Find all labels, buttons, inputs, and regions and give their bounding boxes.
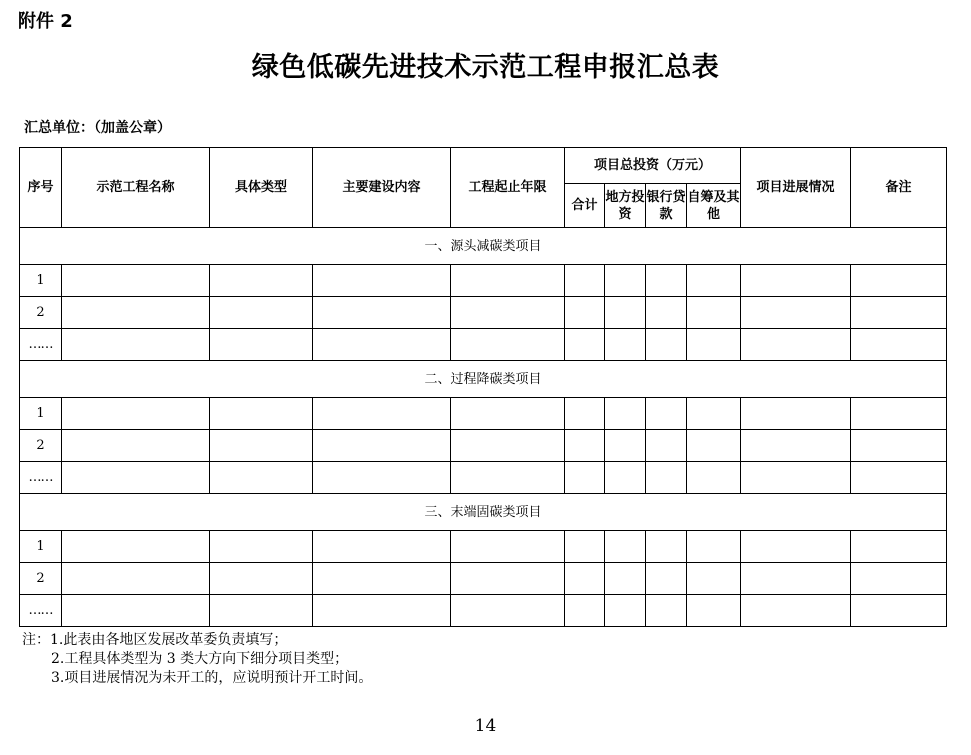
table-row [20, 462, 947, 494]
table-row [20, 531, 947, 563]
cell-content [313, 563, 451, 595]
cell-bank-loan [646, 265, 687, 297]
table-row [20, 430, 947, 462]
table-row [20, 398, 947, 430]
header-bank-loan: 银行贷款 [646, 184, 687, 228]
cell-period [451, 563, 565, 595]
cell-progress [741, 398, 851, 430]
cell-remarks [851, 563, 947, 595]
header-remarks: 备注 [851, 148, 947, 228]
cell-total [565, 265, 605, 297]
cell-total [565, 531, 605, 563]
cell-progress [741, 531, 851, 563]
cell-total [565, 563, 605, 595]
cell-total [565, 297, 605, 329]
cell-content [313, 297, 451, 329]
cell-type [210, 329, 313, 361]
cell-remarks [851, 398, 947, 430]
cell-remarks [851, 297, 947, 329]
cell-type [210, 297, 313, 329]
cell-self-funded [687, 297, 741, 329]
cell-remarks [851, 462, 947, 494]
cell-self-funded [687, 398, 741, 430]
cell-type [210, 595, 313, 627]
cell-content [313, 398, 451, 430]
cell-local-investment [605, 462, 646, 494]
header-investment-group: 项目总投资（万元） [565, 148, 741, 184]
cell-period [451, 329, 565, 361]
cell-self-funded [687, 531, 741, 563]
cell-type [210, 462, 313, 494]
cell-type [210, 265, 313, 297]
cell-type [210, 531, 313, 563]
cell-period [451, 297, 565, 329]
cell-remarks [851, 531, 947, 563]
cell-progress [741, 430, 851, 462]
header-self-funded: 自筹及其他 [687, 184, 741, 228]
cell-self-funded [687, 595, 741, 627]
table-row [20, 265, 947, 297]
cell-period [451, 462, 565, 494]
cell-period [451, 531, 565, 563]
cell-local-investment [605, 297, 646, 329]
cell-progress [741, 297, 851, 329]
section-row [20, 361, 947, 398]
note-line-2: 2.工程具体类型为 3 类大方向下细分项目类型； [51, 651, 349, 667]
cell-seq: 2 [20, 297, 62, 329]
cell-local-investment [605, 430, 646, 462]
cell-project-name [62, 297, 210, 329]
cell-seq: …… [20, 462, 62, 494]
page-number: 14 [474, 716, 497, 736]
cell-total [565, 430, 605, 462]
cell-period [451, 430, 565, 462]
header-project-name: 示范工程名称 [62, 148, 210, 228]
cell-bank-loan [646, 297, 687, 329]
cell-content [313, 462, 451, 494]
table-header [20, 148, 947, 228]
header-total: 合计 [565, 184, 605, 228]
attachment-label: 附件 2 [18, 11, 73, 32]
cell-self-funded [687, 430, 741, 462]
cell-project-name [62, 462, 210, 494]
cell-seq: …… [20, 329, 62, 361]
page-title: 绿色低碳先进技术示范工程申报汇总表 [251, 52, 720, 83]
cell-remarks [851, 329, 947, 361]
cell-project-name [62, 398, 210, 430]
cell-type [210, 430, 313, 462]
cell-seq: 1 [20, 531, 62, 563]
cell-content [313, 531, 451, 563]
table-row [20, 297, 947, 329]
cell-progress [741, 595, 851, 627]
cell-bank-loan [646, 462, 687, 494]
cell-content [313, 329, 451, 361]
cell-total [565, 329, 605, 361]
cell-period [451, 595, 565, 627]
table-row [20, 329, 947, 361]
cell-seq: 1 [20, 265, 62, 297]
cell-bank-loan [646, 430, 687, 462]
cell-remarks [851, 430, 947, 462]
section-title: 一、源头减碳类项目 [20, 228, 947, 265]
cell-remarks [851, 265, 947, 297]
cell-progress [741, 329, 851, 361]
cell-project-name [62, 265, 210, 297]
header-period: 工程起止年限 [451, 148, 565, 228]
cell-progress [741, 265, 851, 297]
cell-self-funded [687, 329, 741, 361]
note-line-1: 注：1.此表由各地区发展改革委负责填写； [22, 632, 288, 648]
section-title: 二、过程降碳类项目 [20, 361, 947, 398]
cell-progress [741, 563, 851, 595]
cell-period [451, 398, 565, 430]
cell-bank-loan [646, 531, 687, 563]
cell-remarks [851, 595, 947, 627]
header-progress: 项目进展情况 [741, 148, 851, 228]
cell-content [313, 595, 451, 627]
section-title: 三、末端固碳类项目 [20, 494, 947, 531]
table-row [20, 563, 947, 595]
summary-unit-label: 汇总单位：（加盖公章） [24, 120, 171, 136]
cell-local-investment [605, 329, 646, 361]
cell-progress [741, 462, 851, 494]
header-local-investment: 地方投资 [605, 184, 646, 228]
cell-self-funded [687, 462, 741, 494]
cell-local-investment [605, 531, 646, 563]
cell-bank-loan [646, 563, 687, 595]
cell-local-investment [605, 595, 646, 627]
cell-project-name [62, 430, 210, 462]
cell-local-investment [605, 563, 646, 595]
cell-seq: 2 [20, 430, 62, 462]
notes [22, 631, 372, 688]
cell-project-name [62, 595, 210, 627]
cell-period [451, 265, 565, 297]
cell-total [565, 398, 605, 430]
cell-type [210, 563, 313, 595]
table-body [20, 228, 947, 627]
cell-bank-loan [646, 398, 687, 430]
cell-local-investment [605, 398, 646, 430]
section-row [20, 228, 947, 265]
cell-bank-loan [646, 595, 687, 627]
table-row [20, 595, 947, 627]
cell-project-name [62, 329, 210, 361]
cell-type [210, 398, 313, 430]
header-type: 具体类型 [210, 148, 313, 228]
summary-table [19, 147, 947, 627]
cell-self-funded [687, 265, 741, 297]
cell-bank-loan [646, 329, 687, 361]
cell-total [565, 595, 605, 627]
cell-content [313, 430, 451, 462]
cell-self-funded [687, 563, 741, 595]
cell-seq: 2 [20, 563, 62, 595]
cell-project-name [62, 563, 210, 595]
note-line-3: 3.项目进展情况为未开工的，应说明预计开工时间。 [51, 670, 373, 686]
cell-seq: 1 [20, 398, 62, 430]
cell-seq: …… [20, 595, 62, 627]
cell-local-investment [605, 265, 646, 297]
header-seq: 序号 [20, 148, 62, 228]
header-content: 主要建设内容 [313, 148, 451, 228]
cell-project-name [62, 531, 210, 563]
section-row [20, 494, 947, 531]
cell-total [565, 462, 605, 494]
cell-content [313, 265, 451, 297]
